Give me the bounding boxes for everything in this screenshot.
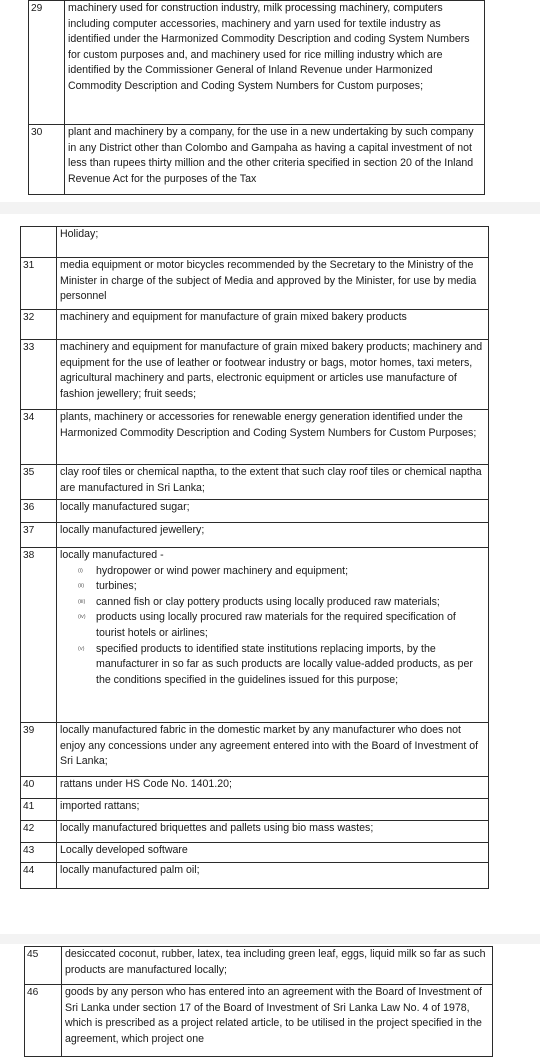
row-number: 34 xyxy=(21,410,57,465)
row-number: 46 xyxy=(25,985,62,1057)
row-number: 29 xyxy=(29,1,65,125)
table-row xyxy=(21,310,489,340)
item-text: turbines; xyxy=(96,580,137,593)
row-text: machinery and equipment for manufacture of grain mixed bakery products xyxy=(57,310,489,340)
table-row xyxy=(21,523,489,548)
row-number: 43 xyxy=(21,843,57,863)
list-item xyxy=(60,595,486,611)
page-3 xyxy=(0,944,540,1059)
table-row xyxy=(29,1,485,125)
page-gap xyxy=(0,202,540,214)
item-text: hydropower or wind power machinery and equipment; xyxy=(96,564,349,577)
table-row xyxy=(25,947,493,985)
row-number: 38 xyxy=(21,548,57,723)
row-text: machinery and equipment for manufacture of grain mixed bakery products; machinery and equipment for the use of leather or footwear industry or bags, motor homes, taxi meters, agricultural machinery and parts, electronic equipment or articles use manufacture of fashion jewellery; fruit seeds; xyxy=(57,340,489,410)
table-row xyxy=(21,863,489,889)
row-number: 45 xyxy=(25,947,62,985)
row-text: Locally developed software xyxy=(57,843,489,863)
table-row xyxy=(21,227,489,258)
exemption-table-page-3 xyxy=(24,946,493,1057)
item-text: specified products to identified state institutions replacing imports, by the manufacturer in so far as such products are locally value-added products, as per the conditions specified in the guidelines issued for this purpose; xyxy=(96,642,473,686)
row-number: 41 xyxy=(21,799,57,821)
list-item xyxy=(60,564,486,580)
table-row xyxy=(21,500,489,523)
list-item xyxy=(60,579,486,595)
row-number: 44 xyxy=(21,863,57,889)
row-number: 39 xyxy=(21,723,57,777)
item-text: products using locally procured raw materials for the required specification of tourist hotels or airlines; xyxy=(96,611,456,639)
row-text: media equipment or motor bicycles recommended by the Secretary to the Ministry of the Minister in charge of the subject of Media and approved by the Minister, for use by media personnel xyxy=(57,258,489,310)
table-row xyxy=(21,821,489,843)
table-row xyxy=(21,723,489,777)
table-row xyxy=(21,777,489,799)
row-text: plant and machinery by a company, for the use in a new undertaking by such company in any District other than Colombo and Gampaha as having a capital investment of not less than rupees thirty million and the other criteria specified in section 20 of the Inland Revenue Act for the purposes of the Tax xyxy=(65,125,485,195)
table-row xyxy=(21,340,489,410)
row-number: 42 xyxy=(21,821,57,843)
row-number: 36 xyxy=(21,500,57,523)
row-text: machinery used for construction industry, milk processing machinery, computers including computer accessories, machinery and yarn used for textile industry as identified under the Harmonized Commodity Description and coding System Numbers for custom purposes and, and machinery used for rice milling industry which are identified by the Commissioner General of Inland Revenue under Harmonized Commodity Description and Coding System Numbers for Custom purposes; xyxy=(65,1,485,125)
table-row xyxy=(21,799,489,821)
table-row xyxy=(21,548,489,723)
row-number: 30 xyxy=(29,125,65,195)
row-text: locally manufactured sugar; xyxy=(57,500,489,523)
row-text xyxy=(57,548,489,723)
row-number: 37 xyxy=(21,523,57,548)
list-item xyxy=(60,610,486,641)
continuation-text: Holiday; xyxy=(57,227,489,258)
item-marker: (iv) xyxy=(78,614,86,621)
row-text: locally manufactured briquettes and pallets using bio mass wastes; xyxy=(57,821,489,843)
row-number: 33 xyxy=(21,340,57,410)
list-item xyxy=(60,642,486,689)
row-text: imported rattans; xyxy=(57,799,489,821)
row-number: 31 xyxy=(21,258,57,310)
row-text: goods by any person who has entered into an agreement with the Board of Investment of Sri Lanka under section 17 of the Board of Investment of Sri Lanka Law No. 4 of 1978, which is prescribed as a project related article, to be utilised in the project specified in the agreement, which project one xyxy=(62,985,493,1057)
row-text: clay roof tiles or chemical naptha, to the extent that such clay roof tiles or chemical naptha are manufactured in Sri Lanka; xyxy=(57,465,489,500)
exemption-table-page-1 xyxy=(28,0,485,195)
item-marker: (i) xyxy=(78,567,83,574)
table-row xyxy=(21,410,489,465)
table-row xyxy=(21,843,489,863)
row-number: 35 xyxy=(21,465,57,500)
table-row xyxy=(21,465,489,500)
row-number: 32 xyxy=(21,310,57,340)
item-marker: (iii) xyxy=(78,598,86,605)
page-1 xyxy=(0,0,540,202)
table-row xyxy=(25,985,493,1057)
row-text: rattans under HS Code No. 1401.20; xyxy=(57,777,489,799)
item-marker: (v) xyxy=(78,645,85,652)
exemption-table-page-2 xyxy=(20,226,489,889)
item-text: canned fish or clay pottery products using locally produced raw materials; xyxy=(96,595,440,608)
row-intro: locally manufactured - xyxy=(60,549,164,561)
table-row xyxy=(21,258,489,310)
item-marker: (ii) xyxy=(78,583,85,590)
row-text: desiccated coconut, rubber, latex, tea including green leaf, eggs, liquid milk so far as such products are manufactured locally; xyxy=(62,947,493,985)
row-text: locally manufactured jewellery; xyxy=(57,523,489,548)
row-text: plants, machinery or accessories for renewable energy generation identified under the Harmonized Commodity Description and Coding System Numbers for Custom Purposes; xyxy=(57,410,489,465)
row-text: locally manufactured palm oil; xyxy=(57,863,489,889)
row-text: locally manufactured fabric in the domestic market by any manufacturer who does not enjoy any concessions under any agreement entered into with the Board of Investment of Sri Lanka; xyxy=(57,723,489,777)
page-gap xyxy=(0,934,540,944)
page-2 xyxy=(0,214,540,934)
table-row xyxy=(29,125,485,195)
row-number: 40 xyxy=(21,777,57,799)
